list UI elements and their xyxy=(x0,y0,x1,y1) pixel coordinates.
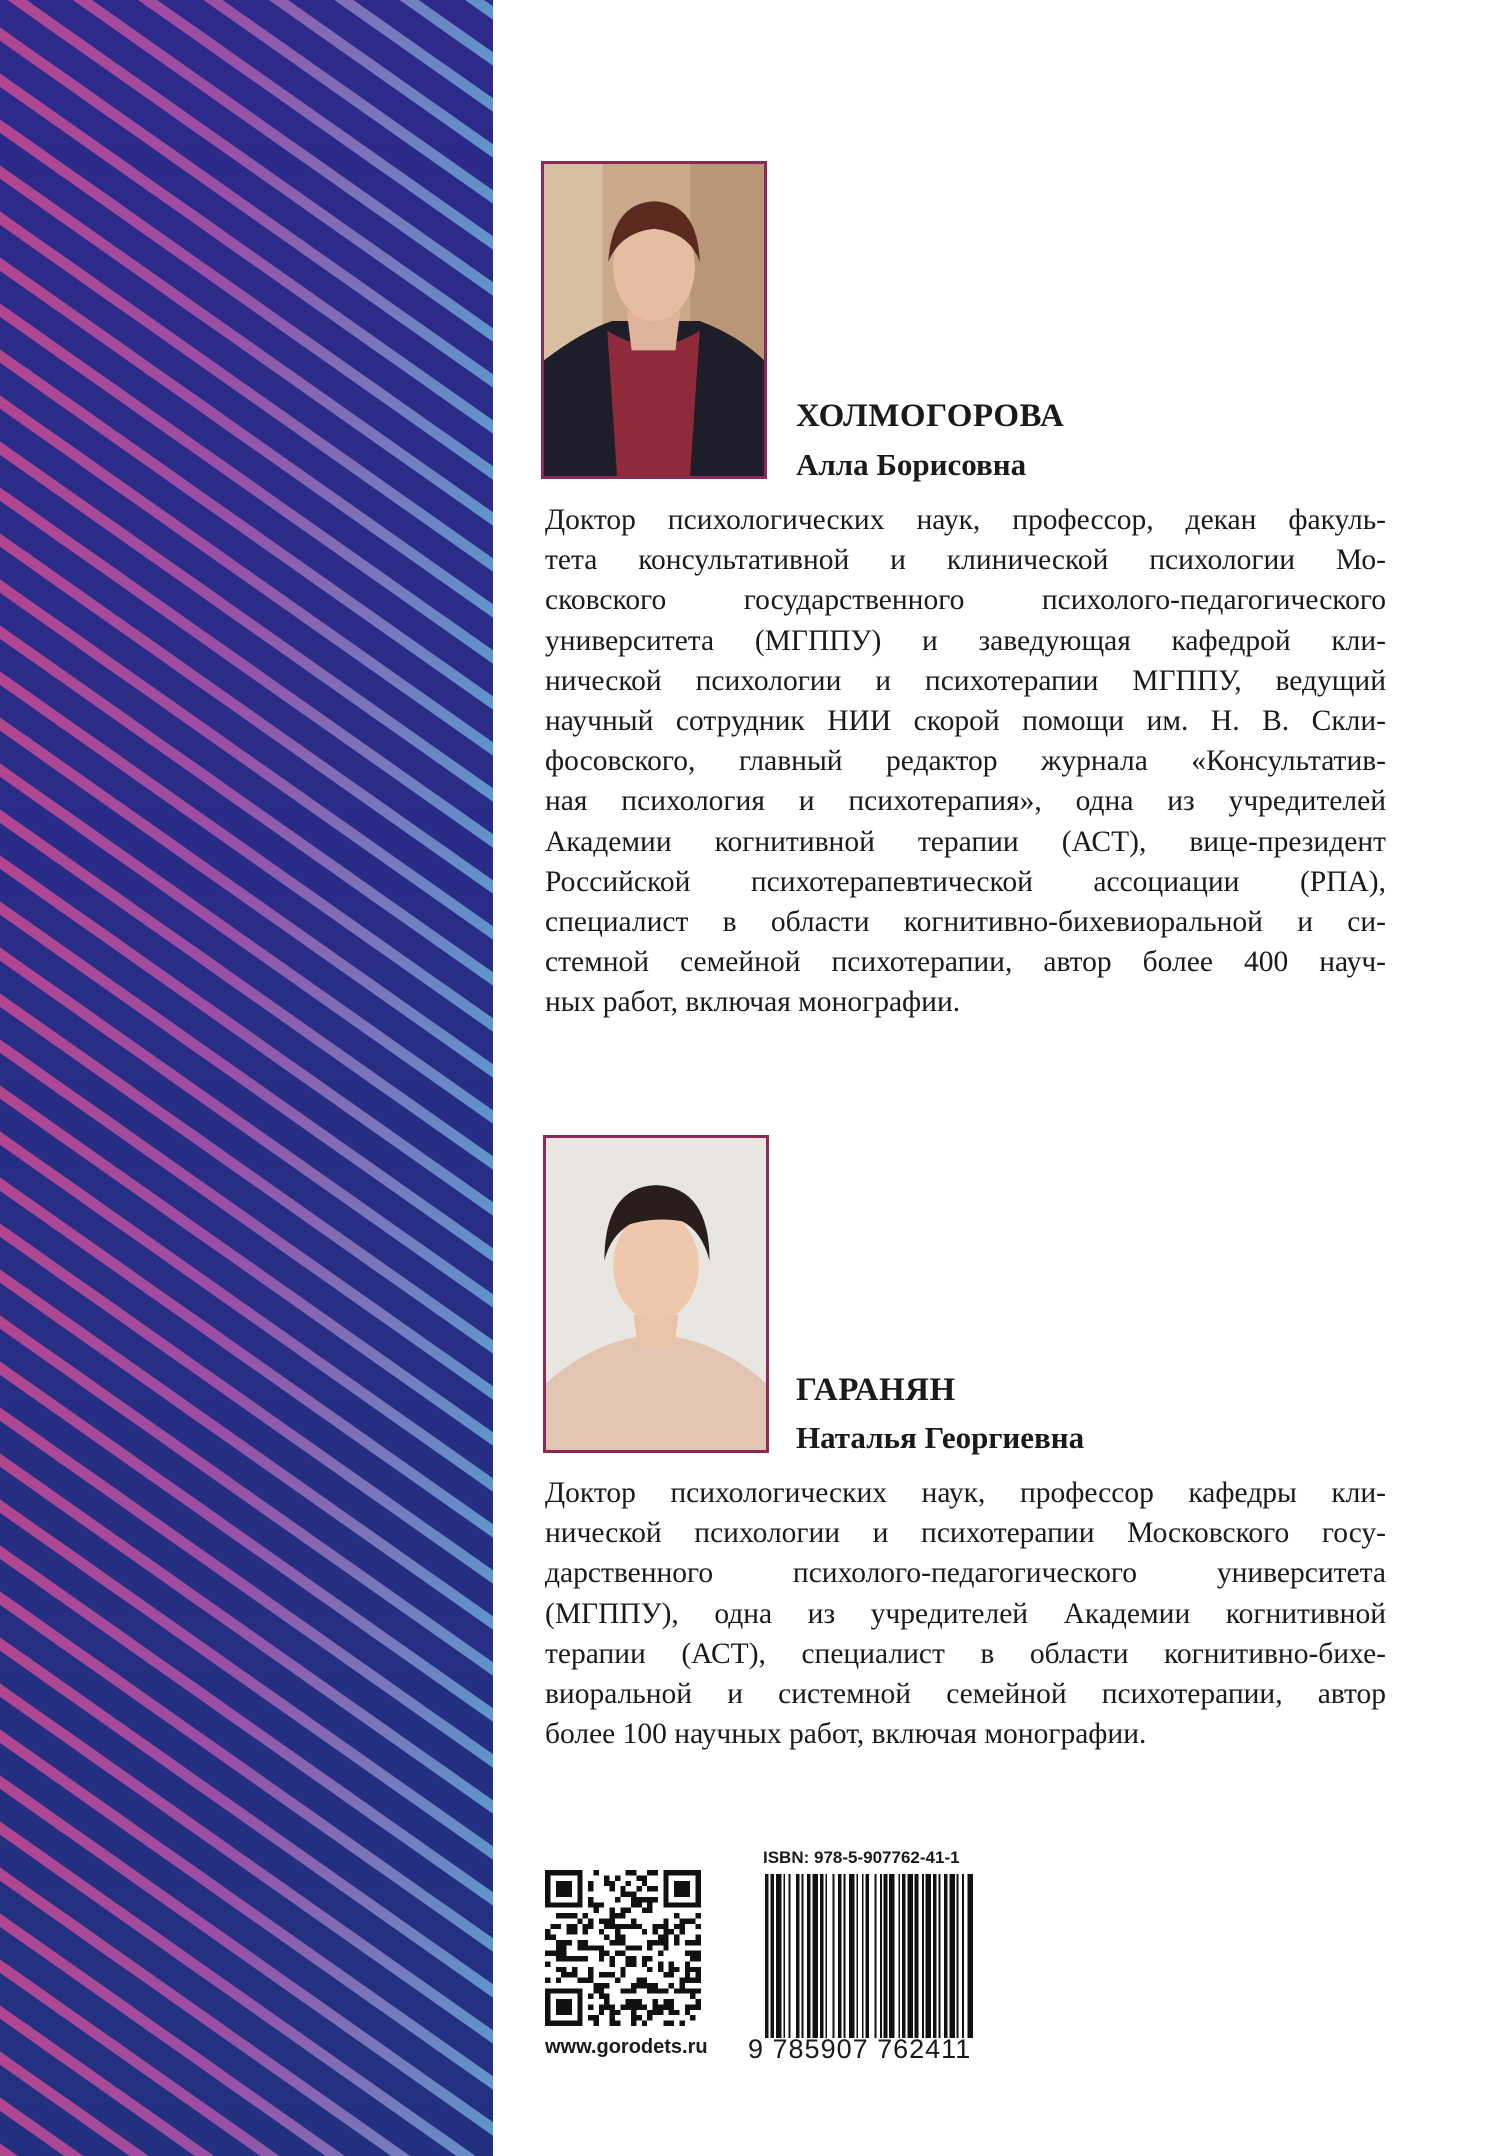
author-2-surname: ГАРАНЯН xyxy=(796,1372,956,1408)
bio-line: Российской психотерапевтической ассоциации (РПА), xyxy=(545,865,1386,898)
bio-line: научный сотрудник НИИ скорой помощи им. Н. В. Скли- xyxy=(545,705,1386,738)
bio-line: сковского государственного психолого-педагогического xyxy=(545,584,1386,617)
bio-line: нической психологии и психотерапии Московского госу- xyxy=(545,1517,1386,1550)
author-1-bio xyxy=(545,500,1386,1023)
author-2-name: Наталья Георгиевна xyxy=(796,1420,1085,1455)
bio-line: виоральной и системной семейной психотерапии, автор xyxy=(545,1678,1386,1711)
bio-line: более 100 научных работ, включая монографии. xyxy=(545,1718,1147,1751)
bio-line: Доктор психологических наук, профессор кафедры кли- xyxy=(545,1477,1386,1509)
decorative-stripe-panel xyxy=(0,0,493,2156)
author-2-bio xyxy=(545,1473,1386,1754)
bio-line: тета консультативной и клинической психологии Мо- xyxy=(545,544,1386,577)
isbn-label: ISBN: 978-5-907762-41-1 xyxy=(763,1848,960,1867)
author-portrait-1-icon xyxy=(544,164,764,476)
author-1-name: Алла Борисовна xyxy=(796,447,1027,482)
bio-line: ных работ, включая монографии. xyxy=(545,986,961,1019)
bio-line: дарственного психолого-педагогического университета xyxy=(545,1557,1386,1590)
bio-line: терапии (АСТ), специалист в области когнитивно-бихе- xyxy=(545,1637,1386,1670)
bio-line: университета (МГППУ) и заведующая кафедрой кли- xyxy=(545,624,1386,657)
bio-line: Доктор психологических наук, профессор, декан факуль- xyxy=(545,504,1386,536)
author-1-surname: ХОЛМОГОРОВА xyxy=(796,398,1065,434)
publisher-website: www.gorodets.ru xyxy=(545,2036,708,2058)
bio-line: ная психология и психотерапия», одна из учредителей xyxy=(545,785,1386,818)
bio-line: специалист в области когнитивно-бихевиоральной и си- xyxy=(545,906,1386,939)
bio-line: Академии когнитивной терапии (АСТ), вице-президент xyxy=(545,825,1386,858)
bio-line: фосовского, главный редактор журнала «Консультатив- xyxy=(545,745,1386,778)
bio-line: нической психологии и психотерапии МГППУ, ведущий xyxy=(545,664,1386,697)
qr-code-icon xyxy=(545,1870,701,2026)
barcode-icon xyxy=(765,1874,975,2038)
bio-line: стемной семейной психотерапии, автор более 400 науч- xyxy=(545,946,1386,979)
diagonal-stripes-pattern xyxy=(0,0,493,2156)
bio-line: (МГППУ), одна из учредителей Академии когнитивной xyxy=(545,1597,1386,1630)
barcode-digits: 9 785907 762411 xyxy=(748,2034,972,2064)
author-photo-1 xyxy=(541,161,767,479)
author-portrait-2-icon xyxy=(546,1138,766,1450)
author-photo-2 xyxy=(543,1135,769,1453)
